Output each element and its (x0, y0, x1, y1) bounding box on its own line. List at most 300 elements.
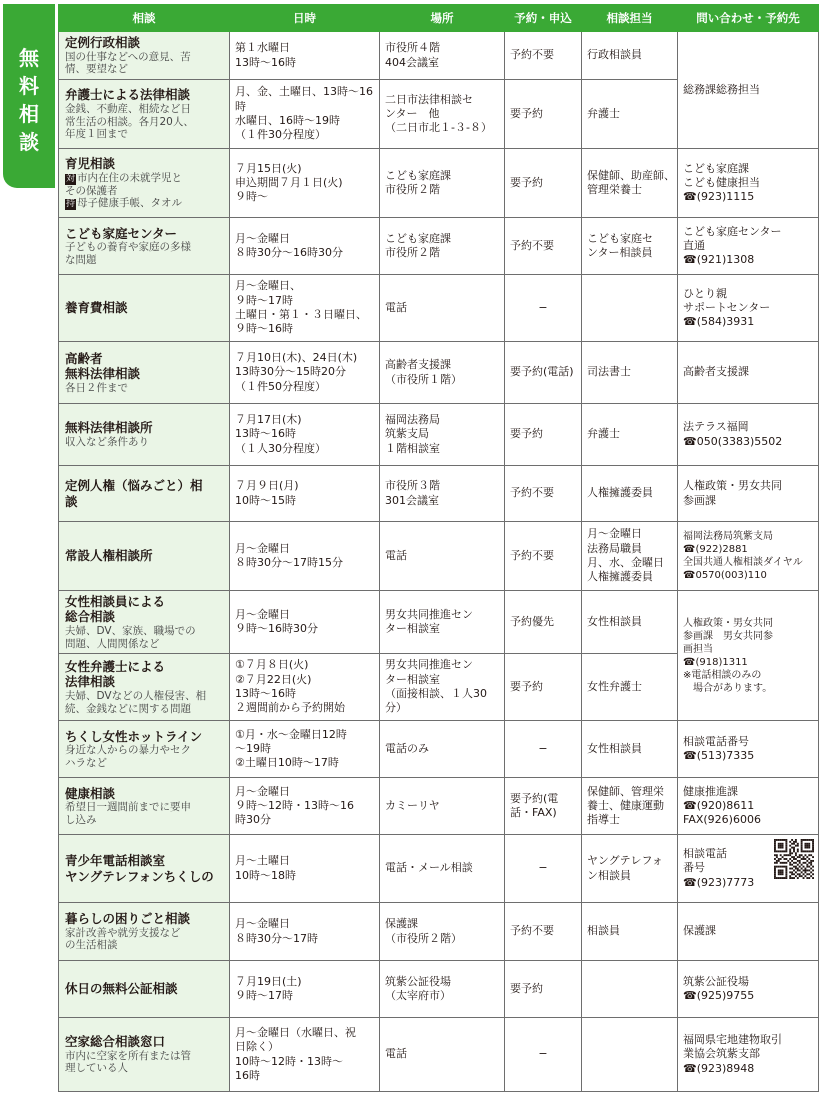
contact-line: ☎(920)8611 (683, 798, 755, 812)
datetime-line: ２週間前から予約開始 (235, 701, 345, 715)
topic-desc-text: 市内在住の未就学児と (77, 171, 183, 184)
datetime-line: 時 (235, 99, 246, 113)
staff-line: 月、水、金曜日 (587, 556, 664, 569)
datetime-line: 時30分 (235, 813, 271, 827)
datetime-line: （１件30分程度） (235, 128, 326, 142)
contact-line: 福岡法務局筑紫支局 (683, 531, 773, 542)
table-row (59, 149, 819, 218)
table-row (59, 218, 819, 275)
staff-line: 女性相談員 (587, 614, 642, 628)
place-line: 市役所３階 (385, 479, 440, 493)
reservation-cell: 予約優先 (505, 591, 582, 654)
staff-line: ン相談員 (587, 868, 631, 882)
table-row (59, 275, 819, 342)
topic-desc (65, 197, 224, 210)
datetime-cell (230, 903, 380, 961)
reservation-cell: − (505, 275, 582, 342)
place-cell (380, 404, 505, 466)
place-cell (380, 149, 505, 218)
contact-line: 参画課 男女共同参 (683, 630, 773, 642)
datetime-line: （１人30分程度） (235, 441, 326, 455)
place-line: ンター 他 (385, 106, 440, 120)
topic-title: 弁護士による法律相談 (65, 87, 191, 103)
reservation-cell: 要予約 (505, 149, 582, 218)
tag-badge: 対 (66, 173, 76, 184)
table-row (59, 961, 819, 1018)
place-line: ター相談室 (385, 622, 440, 635)
datetime-line: ９時〜16時30分 (235, 622, 318, 635)
reservation-cell: 要予約(電話・FAX) (505, 778, 582, 835)
datetime-line: 月〜金曜日 (235, 607, 290, 621)
contact-line: こども家庭課 (683, 161, 749, 175)
staff-cell (582, 80, 678, 149)
topic-cell (59, 80, 230, 149)
datetime-line: ８時30分〜16時30分 (235, 246, 343, 259)
topic-desc (65, 185, 224, 198)
topic-desc: の生活相談 (65, 939, 118, 952)
place-cell (380, 522, 505, 591)
contact-cell (678, 32, 819, 149)
staff-line: 月〜金曜日 (587, 527, 642, 541)
contact-line: ひとり親 (683, 286, 727, 300)
topic-title: 養育費相談 (65, 300, 128, 316)
topic-title: 女性弁護士による (65, 658, 166, 674)
staff-cell (582, 721, 678, 778)
place-line: （市役所２階） (385, 931, 462, 945)
topic-desc: 家計改善や就労支援など (65, 926, 181, 939)
topic-desc: 理している人 (65, 1062, 128, 1075)
place-cell (380, 903, 505, 961)
staff-line: 女性相談員 (587, 741, 642, 755)
place-line: 電話 (385, 548, 407, 562)
contact-cell (678, 591, 819, 721)
staff-cell (582, 275, 678, 342)
datetime-line: ９時〜12時・13時〜16 (235, 798, 354, 812)
contact-line: ☎(923)7773 (683, 875, 755, 889)
place-line: 男女共同推進セン (385, 658, 473, 672)
topic-title: 暮らしの困りごと相談 (65, 911, 191, 927)
staff-cell (582, 835, 678, 903)
topic-desc: 夫婦、DVなどの人権侵害、相 (65, 690, 207, 703)
place-line: （市役所１階） (385, 372, 462, 386)
datetime-line: 13時〜16時 (235, 427, 296, 441)
header-place: 場所 (380, 5, 505, 32)
place-line: 分） (385, 701, 407, 715)
staff-line: 養士、健康運動 (587, 798, 664, 812)
contact-line: 高齢者支援課 (683, 365, 749, 379)
place-line: 電話のみ (385, 741, 429, 755)
datetime-line: 13時30分〜15時20分 (235, 365, 346, 379)
topic-desc: 国の仕事などへの意見、苦 (65, 50, 191, 63)
side-label-char: 料 (19, 74, 39, 98)
datetime-cell (230, 721, 380, 778)
table-row (59, 591, 819, 654)
place-line: 電話 (385, 300, 407, 314)
topic-desc: 金銭、不動産、相続など日 (65, 102, 191, 115)
topic-desc: 収入など条件あり (65, 436, 149, 449)
place-line: カミーリヤ (385, 798, 440, 812)
place-line: 福岡法務局 (385, 413, 440, 427)
topic-title: 無料法律相談所 (65, 420, 153, 436)
contact-line: ☎(584)3931 (683, 315, 755, 329)
reservation-cell: − (505, 835, 582, 903)
reservation-cell: 予約不要 (505, 218, 582, 275)
table-row (59, 778, 819, 835)
place-line: こども家庭課 (385, 231, 451, 245)
datetime-line: ７月15日(火) (235, 161, 302, 175)
topic-desc: し込み (65, 813, 97, 826)
contact-cell (678, 835, 819, 903)
staff-line: 管理栄養士 (587, 183, 642, 196)
header-datetime: 日時 (230, 5, 380, 32)
contact-cell (678, 404, 819, 466)
datetime-line: 10時〜18時 (235, 868, 296, 882)
topic-desc: 夫婦、DV、家族、職場での (65, 625, 196, 638)
reservation-cell: 予約不要 (505, 466, 582, 522)
topic-cell (59, 1018, 230, 1092)
datetime-line: ７月19日(土) (235, 974, 302, 988)
staff-cell (582, 218, 678, 275)
datetime-line: 〜19時 (235, 741, 271, 755)
topic-cell (59, 522, 230, 591)
datetime-line: 水曜日、16時〜19時 (235, 114, 340, 127)
contact-line: 相談電話 (683, 847, 727, 861)
datetime-line: ９時〜17時 (235, 989, 293, 1002)
staff-line: こども家庭セ (587, 231, 653, 245)
reservation-cell: 要予約 (505, 404, 582, 466)
staff-cell (582, 961, 678, 1018)
header-row (59, 5, 819, 32)
table-row (59, 32, 819, 80)
datetime-cell (230, 80, 380, 149)
topic-cell (59, 275, 230, 342)
topic-cell (59, 903, 230, 961)
staff-line: 人権擁護委員 (587, 570, 653, 584)
contact-line: 参画課 (683, 493, 716, 507)
datetime-cell (230, 654, 380, 721)
place-cell (380, 80, 505, 149)
topic-desc: 情、要望など (65, 63, 128, 76)
contact-line: 全国共通人権相談ダイヤル (683, 557, 803, 568)
table-row (59, 721, 819, 778)
datetime-line: 月〜金曜日 (235, 231, 290, 245)
contact-cell (678, 466, 819, 522)
contact-line: FAX(926)6006 (683, 813, 761, 827)
reservation-cell: 予約不要 (505, 522, 582, 591)
topic-desc: 続、金銭などに関する問題 (65, 702, 191, 715)
place-cell (380, 1018, 505, 1092)
staff-line: 行政相談員 (587, 48, 642, 62)
datetime-line: ９時〜17時 (235, 293, 293, 307)
datetime-cell (230, 275, 380, 342)
staff-cell (582, 32, 678, 80)
topic-cell (59, 218, 230, 275)
datetime-line: 月〜金曜日 (235, 784, 290, 798)
contact-line: 筑紫公証役場 (683, 974, 749, 988)
staff-cell (582, 522, 678, 591)
contact-cell (678, 275, 819, 342)
staff-cell (582, 342, 678, 404)
contact-line: ☎(513)7335 (683, 749, 755, 762)
place-cell (380, 591, 505, 654)
datetime-cell (230, 1018, 380, 1092)
staff-line: 人権擁護委員 (587, 486, 653, 500)
reservation-cell: − (505, 721, 582, 778)
reservation-cell: 要予約 (505, 654, 582, 721)
place-line: 保護課 (385, 917, 418, 931)
reservation-cell: 予約不要 (505, 903, 582, 961)
topic-title: こども家庭センター (65, 225, 178, 241)
place-cell (380, 835, 505, 903)
topic-desc: 市内に空家を所有または管 (65, 1049, 191, 1062)
staff-cell (582, 466, 678, 522)
contact-cell (678, 961, 819, 1018)
datetime-line: ７月17日(木) (235, 413, 302, 427)
table-row (59, 1018, 819, 1092)
header-reservation: 予約・申込 (505, 5, 582, 32)
contact-cell (678, 1018, 819, 1092)
place-line: 男女共同推進セン (385, 607, 473, 621)
topic-cell (59, 342, 230, 404)
staff-line: 法務局職員 (587, 541, 642, 555)
contact-cell (678, 778, 819, 835)
datetime-line: ９時〜16時 (235, 322, 293, 336)
place-line: 高齢者支援課 (385, 358, 451, 372)
topic-title: 無料法律相談 (65, 366, 141, 382)
place-cell (380, 654, 505, 721)
datetime-line: 月〜金曜日、 (235, 279, 301, 293)
table-row (59, 835, 819, 903)
topic-cell (59, 32, 230, 80)
staff-line: 保健師、助産師、 (587, 168, 675, 182)
datetime-line: 10時〜15時 (235, 493, 296, 507)
contact-line: 場合があります。 (683, 682, 773, 694)
contact-line: サポートセンター (683, 300, 771, 314)
contact-line: 保護課 (683, 924, 716, 938)
contact-line: 番号 (683, 861, 705, 875)
contact-line: 業協会筑紫支部 (683, 1047, 760, 1061)
topic-desc: 身近な人からの暴力やセク (65, 744, 191, 757)
place-cell (380, 342, 505, 404)
staff-cell (582, 404, 678, 466)
staff-cell (582, 149, 678, 218)
contact-line: ☎(923)8948 (683, 1061, 755, 1075)
datetime-line: 日除く） (235, 1040, 279, 1054)
topic-cell (59, 149, 230, 218)
topic-title: ヤングテレフォンちくしの (65, 868, 214, 884)
datetime-line: ②７月22日(火) (235, 672, 312, 686)
reservation-cell: 予約不要 (505, 32, 582, 80)
staff-line: ヤングテレフォ (587, 854, 663, 868)
side-label-char: 相 (19, 102, 39, 126)
place-cell (380, 32, 505, 80)
contact-cell (678, 522, 819, 591)
place-cell (380, 721, 505, 778)
topic-title: 談 (65, 493, 78, 509)
contact-line: 健康推進課 (683, 784, 738, 798)
staff-line: 弁護士 (587, 106, 620, 120)
topic-desc: な問題 (65, 253, 97, 266)
topic-title: 空家総合相談窓口 (65, 1034, 166, 1050)
place-line: （太宰府市） (385, 989, 451, 1002)
consultation-table (58, 4, 819, 1092)
place-line: 404会議室 (385, 55, 439, 69)
staff-line: 司法書士 (587, 365, 631, 379)
datetime-line: 月〜金曜日 (235, 917, 290, 931)
staff-line: 相談員 (587, 924, 620, 938)
datetime-line: 16時 (235, 1068, 260, 1082)
contact-line: 法テラス福岡 (683, 420, 749, 434)
staff-cell (582, 778, 678, 835)
datetime-cell (230, 522, 380, 591)
topic-desc-text: その保護者 (65, 184, 118, 197)
table-row (59, 404, 819, 466)
datetime-cell (230, 591, 380, 654)
topic-title: 休日の無料公証相談 (65, 981, 178, 997)
place-line: 電話 (385, 1047, 407, 1061)
topic-desc: 各日２件まで (65, 381, 128, 394)
topic-desc: 子どもの養育や家庭の多様 (65, 241, 191, 254)
staff-cell (582, 1018, 678, 1092)
contact-line: 福岡県宅地建物取引 (683, 1033, 782, 1047)
side-label-char: 無 (19, 46, 39, 70)
topic-title: 定例行政相談 (65, 35, 141, 51)
topic-title: 総合相談 (65, 609, 116, 625)
datetime-line: 10時〜12時・13時〜 (235, 1054, 343, 1068)
contact-cell (678, 149, 819, 218)
staff-line: 指導士 (587, 813, 620, 827)
topic-desc (65, 172, 224, 185)
datetime-cell (230, 778, 380, 835)
topic-desc-text: 母子健康手帳、タオル (77, 197, 183, 210)
place-line: 筑紫支局 (385, 427, 429, 441)
header-staff: 相談担当 (582, 5, 678, 32)
datetime-line: 月〜金曜日（水曜日、祝 (235, 1025, 356, 1039)
contact-line: こども家庭センター (683, 224, 782, 238)
place-line: （二日市北１-３-８） (385, 121, 492, 135)
table-row (59, 903, 819, 961)
datetime-cell (230, 466, 380, 522)
topic-desc: 希望日一週間前までに要申 (65, 801, 191, 814)
place-cell (380, 218, 505, 275)
place-line: 筑紫公証役場 (385, 974, 451, 988)
place-line: 市役所４階 (385, 41, 440, 55)
topic-title: 法律相談 (65, 674, 116, 690)
place-line: 市役所２階 (385, 183, 440, 196)
contact-line: ※電話相談のみの (683, 669, 762, 681)
datetime-cell (230, 32, 380, 80)
datetime-line: ②土曜日10時〜17時 (235, 756, 339, 770)
topic-title: 常設人権相談所 (65, 548, 153, 564)
topic-cell (59, 591, 230, 654)
reservation-cell: 要予約 (505, 961, 582, 1018)
place-line: 301会議室 (385, 493, 439, 507)
datetime-cell (230, 218, 380, 275)
topic-cell (59, 778, 230, 835)
contact-line: ☎(918)1311 (683, 656, 748, 668)
topic-cell (59, 466, 230, 522)
datetime-line: 月〜土曜日 (235, 854, 290, 868)
datetime-line: ９時〜 (235, 190, 268, 204)
contact-line: ☎(921)1308 (683, 253, 755, 267)
datetime-line: 月、金、土曜日、13時〜16 (235, 85, 373, 99)
side-label-char: 談 (19, 130, 39, 154)
topic-desc: 常生活の相談。各月20人、 (65, 115, 194, 128)
reservation-cell: 要予約 (505, 80, 582, 149)
datetime-line: ８時30分〜17時15分 (235, 556, 343, 569)
staff-cell (582, 903, 678, 961)
topic-title: 高齢者 (65, 350, 103, 366)
table-row (59, 466, 819, 522)
datetime-line: ７月10日(木)、24日(木) (235, 351, 358, 365)
contact-cell (678, 903, 819, 961)
topic-title: 育児相談 (65, 156, 116, 172)
topic-cell (59, 654, 230, 721)
staff-cell (582, 591, 678, 654)
place-line: 市役所２階 (385, 246, 440, 259)
place-line: こども家庭課 (385, 168, 451, 182)
contact-cell (678, 218, 819, 275)
place-line: 電話・メール相談 (385, 861, 473, 875)
contact-line: ☎(925)9755 (683, 989, 755, 1002)
header-topic: 相談 (59, 5, 230, 32)
datetime-cell (230, 835, 380, 903)
datetime-line: 土曜日・第１・３日曜日、 (235, 308, 367, 321)
place-line: （面接相談、１人30 (385, 687, 487, 700)
header-contact: 問い合わせ・予約先 (678, 5, 819, 32)
topic-cell (59, 961, 230, 1018)
contact-line: ☎0570(003)110 (683, 570, 767, 581)
topic-title: ちくし女性ホットライン (65, 728, 203, 744)
place-line: １階相談室 (385, 441, 440, 455)
place-line: 二日市法律相談セ (385, 92, 473, 106)
topic-desc: ハラなど (65, 756, 107, 769)
contact-line: ☎(923)1115 (683, 190, 755, 204)
contact-line: 直通 (683, 238, 705, 252)
datetime-line: 申込期間７月１日(火) (235, 175, 343, 189)
place-cell (380, 275, 505, 342)
reservation-cell: 要予約(電話) (505, 342, 582, 404)
contact-line: 相談電話番号 (683, 734, 749, 748)
datetime-cell (230, 342, 380, 404)
topic-title: 女性相談員による (65, 593, 166, 609)
contact-line: 人権政策・男女共同 (683, 617, 773, 629)
topic-cell (59, 721, 230, 778)
datetime-line: 第１水曜日 (235, 41, 290, 55)
table-row (59, 342, 819, 404)
topic-title: 青少年電話相談室 (65, 852, 166, 868)
place-line: ター相談室 (385, 672, 440, 686)
staff-line: 弁護士 (587, 427, 620, 441)
contact-line: 画担当 (683, 643, 713, 655)
contact-line: ☎050(3383)5502 (683, 434, 783, 448)
reservation-cell: − (505, 1018, 582, 1092)
contact-cell (678, 342, 819, 404)
contact-cell (678, 721, 819, 778)
datetime-cell (230, 149, 380, 218)
contact-line: 総務課総務担当 (683, 82, 760, 96)
datetime-line: （１件50分程度） (235, 379, 326, 393)
staff-line: ンター相談員 (587, 246, 653, 259)
topic-cell (59, 404, 230, 466)
staff-cell (582, 654, 678, 721)
datetime-line: 13時〜16時 (235, 687, 296, 700)
datetime-cell (230, 404, 380, 466)
datetime-line: 13時〜16時 (235, 55, 296, 69)
topic-desc: 問題、人間関係など (65, 637, 160, 650)
contact-line: こども健康担当 (683, 175, 760, 189)
topic-title: 定例人権（悩みごと）相 (65, 477, 203, 493)
